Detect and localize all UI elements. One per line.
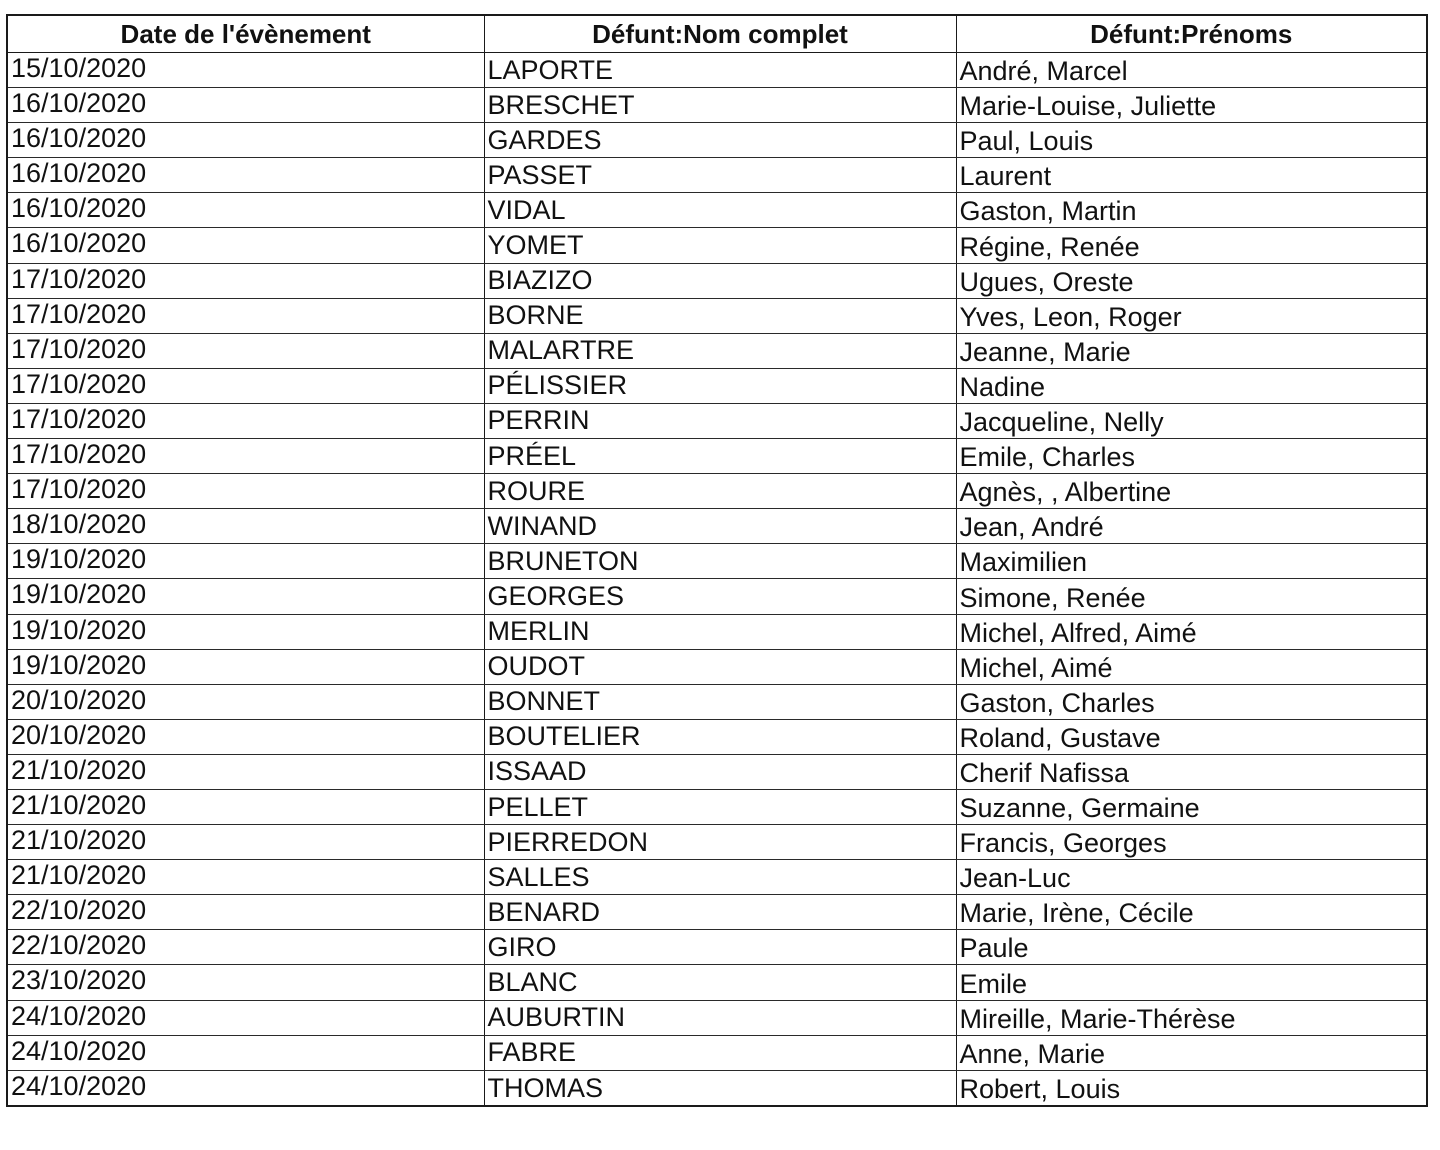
- table-row: [8, 263, 1426, 298]
- prenoms-cell: Mireille, Marie-Thérèse: [956, 1000, 1426, 1035]
- nom-cell: BRESCHET: [484, 88, 956, 123]
- prenoms-cell: Suzanne, Germaine: [956, 789, 1426, 824]
- nom-cell: PERRIN: [484, 403, 956, 438]
- death-register-sheet: [6, 14, 1428, 1107]
- table-row: [8, 614, 1426, 649]
- date-cell: 16/10/2020: [8, 193, 484, 228]
- date-cell: 17/10/2020: [8, 333, 484, 368]
- prenoms-cell: Paul, Louis: [956, 123, 1426, 158]
- prenoms-cell: Gaston, Martin: [956, 193, 1426, 228]
- nom-cell: BONNET: [484, 684, 956, 719]
- table-row: [8, 544, 1426, 579]
- date-cell: 24/10/2020: [8, 1070, 484, 1105]
- prenoms-cell: Gaston, Charles: [956, 684, 1426, 719]
- table-row: [8, 403, 1426, 438]
- table-row: [8, 1070, 1426, 1105]
- date-cell: 16/10/2020: [8, 158, 484, 193]
- table-row: [8, 123, 1426, 158]
- date-cell: 21/10/2020: [8, 789, 484, 824]
- nom-cell: BIAZIZO: [484, 263, 956, 298]
- nom-cell: GARDES: [484, 123, 956, 158]
- prenoms-cell: Michel, Aimé: [956, 649, 1426, 684]
- prenoms-cell: Agnès, , Albertine: [956, 474, 1426, 509]
- nom-cell: BRUNETON: [484, 544, 956, 579]
- date-cell: 19/10/2020: [8, 579, 484, 614]
- nom-cell: PÉLISSIER: [484, 368, 956, 403]
- nom-cell: YOMET: [484, 228, 956, 263]
- date-cell: 17/10/2020: [8, 263, 484, 298]
- prenoms-cell: Yves, Leon, Roger: [956, 298, 1426, 333]
- prenoms-cell: Nadine: [956, 368, 1426, 403]
- date-cell: 21/10/2020: [8, 754, 484, 789]
- table-row: [8, 298, 1426, 333]
- date-cell: 17/10/2020: [8, 439, 484, 474]
- table-row: [8, 439, 1426, 474]
- prenoms-cell: Laurent: [956, 158, 1426, 193]
- nom-cell: LAPORTE: [484, 53, 956, 88]
- prenoms-cell: Anne, Marie: [956, 1035, 1426, 1070]
- table-row: [8, 825, 1426, 860]
- date-cell: 19/10/2020: [8, 649, 484, 684]
- nom-cell: BENARD: [484, 895, 956, 930]
- table-row: [8, 719, 1426, 754]
- date-cell: 16/10/2020: [8, 123, 484, 158]
- prenoms-cell: Jacqueline, Nelly: [956, 403, 1426, 438]
- date-cell: 24/10/2020: [8, 1000, 484, 1035]
- prenoms-cell: Marie, Irène, Cécile: [956, 895, 1426, 930]
- nom-cell: PIERREDON: [484, 825, 956, 860]
- nom-cell: BOUTELIER: [484, 719, 956, 754]
- nom-cell: AUBURTIN: [484, 1000, 956, 1035]
- nom-cell: PASSET: [484, 158, 956, 193]
- nom-cell: BLANC: [484, 965, 956, 1000]
- table-row: [8, 684, 1426, 719]
- prenoms-cell: Ugues, Oreste: [956, 263, 1426, 298]
- prenoms-cell: Jeanne, Marie: [956, 333, 1426, 368]
- table-row: [8, 474, 1426, 509]
- table-row: [8, 965, 1426, 1000]
- nom-cell: WINAND: [484, 509, 956, 544]
- date-cell: 23/10/2020: [8, 965, 484, 1000]
- prenoms-cell: Emile, Charles: [956, 439, 1426, 474]
- nom-cell: MALARTRE: [484, 333, 956, 368]
- prenoms-cell: Maximilien: [956, 544, 1426, 579]
- nom-cell: ISSAAD: [484, 754, 956, 789]
- prenoms-cell: Emile: [956, 965, 1426, 1000]
- prenoms-cell: Cherif Nafissa: [956, 754, 1426, 789]
- prenoms-cell: Michel, Alfred, Aimé: [956, 614, 1426, 649]
- nom-cell: THOMAS: [484, 1070, 956, 1105]
- nom-cell: BORNE: [484, 298, 956, 333]
- nom-cell: VIDAL: [484, 193, 956, 228]
- table-row: [8, 228, 1426, 263]
- table-row: [8, 509, 1426, 544]
- table-row: [8, 88, 1426, 123]
- table-row: [8, 193, 1426, 228]
- prenoms-cell: Jean, André: [956, 509, 1426, 544]
- prenoms-cell: André, Marcel: [956, 53, 1426, 88]
- table-header: [8, 16, 1426, 53]
- prenoms-cell: Roland, Gustave: [956, 719, 1426, 754]
- prenoms-cell: Paule: [956, 930, 1426, 965]
- date-cell: 17/10/2020: [8, 403, 484, 438]
- date-cell: 22/10/2020: [8, 895, 484, 930]
- table-row: [8, 930, 1426, 965]
- date-cell: 24/10/2020: [8, 1035, 484, 1070]
- table-row: [8, 1000, 1426, 1035]
- date-cell: 22/10/2020: [8, 930, 484, 965]
- prenoms-cell: Simone, Renée: [956, 579, 1426, 614]
- table-body: [8, 53, 1426, 1106]
- date-cell: 20/10/2020: [8, 684, 484, 719]
- nom-cell: PRÉEL: [484, 439, 956, 474]
- table-row: [8, 754, 1426, 789]
- date-cell: 16/10/2020: [8, 88, 484, 123]
- nom-cell: FABRE: [484, 1035, 956, 1070]
- table-row: [8, 789, 1426, 824]
- header-nom-complet: Défunt:Nom complet: [484, 16, 956, 53]
- nom-cell: MERLIN: [484, 614, 956, 649]
- date-cell: 16/10/2020: [8, 228, 484, 263]
- date-cell: 19/10/2020: [8, 544, 484, 579]
- date-cell: 17/10/2020: [8, 368, 484, 403]
- table-row: [8, 1035, 1426, 1070]
- table-row: [8, 333, 1426, 368]
- nom-cell: OUDOT: [484, 649, 956, 684]
- table-row: [8, 368, 1426, 403]
- table-row: [8, 158, 1426, 193]
- table-row: [8, 895, 1426, 930]
- header-prenoms: Défunt:Prénoms: [956, 16, 1426, 53]
- table-row: [8, 579, 1426, 614]
- death-register-table: [8, 16, 1426, 1105]
- nom-cell: ROURE: [484, 474, 956, 509]
- date-cell: 20/10/2020: [8, 719, 484, 754]
- header-row: [8, 16, 1426, 53]
- nom-cell: SALLES: [484, 860, 956, 895]
- table-row: [8, 53, 1426, 88]
- table-row: [8, 860, 1426, 895]
- nom-cell: GIRO: [484, 930, 956, 965]
- prenoms-cell: Régine, Renée: [956, 228, 1426, 263]
- prenoms-cell: Francis, Georges: [956, 825, 1426, 860]
- nom-cell: GEORGES: [484, 579, 956, 614]
- date-cell: 19/10/2020: [8, 614, 484, 649]
- prenoms-cell: Marie-Louise, Juliette: [956, 88, 1426, 123]
- prenoms-cell: Robert, Louis: [959, 1074, 1121, 1105]
- date-cell: 15/10/2020: [8, 53, 484, 88]
- date-cell: 17/10/2020: [8, 474, 484, 509]
- prenoms-cell: Jean-Luc: [956, 860, 1426, 895]
- nom-cell: PELLET: [484, 789, 956, 824]
- header-date: Date de l'évènement: [8, 16, 484, 53]
- date-cell: 21/10/2020: [8, 825, 484, 860]
- date-cell: 21/10/2020: [8, 860, 484, 895]
- table-row: [8, 649, 1426, 684]
- date-cell: 17/10/2020: [8, 298, 484, 333]
- date-cell: 18/10/2020: [8, 509, 484, 544]
